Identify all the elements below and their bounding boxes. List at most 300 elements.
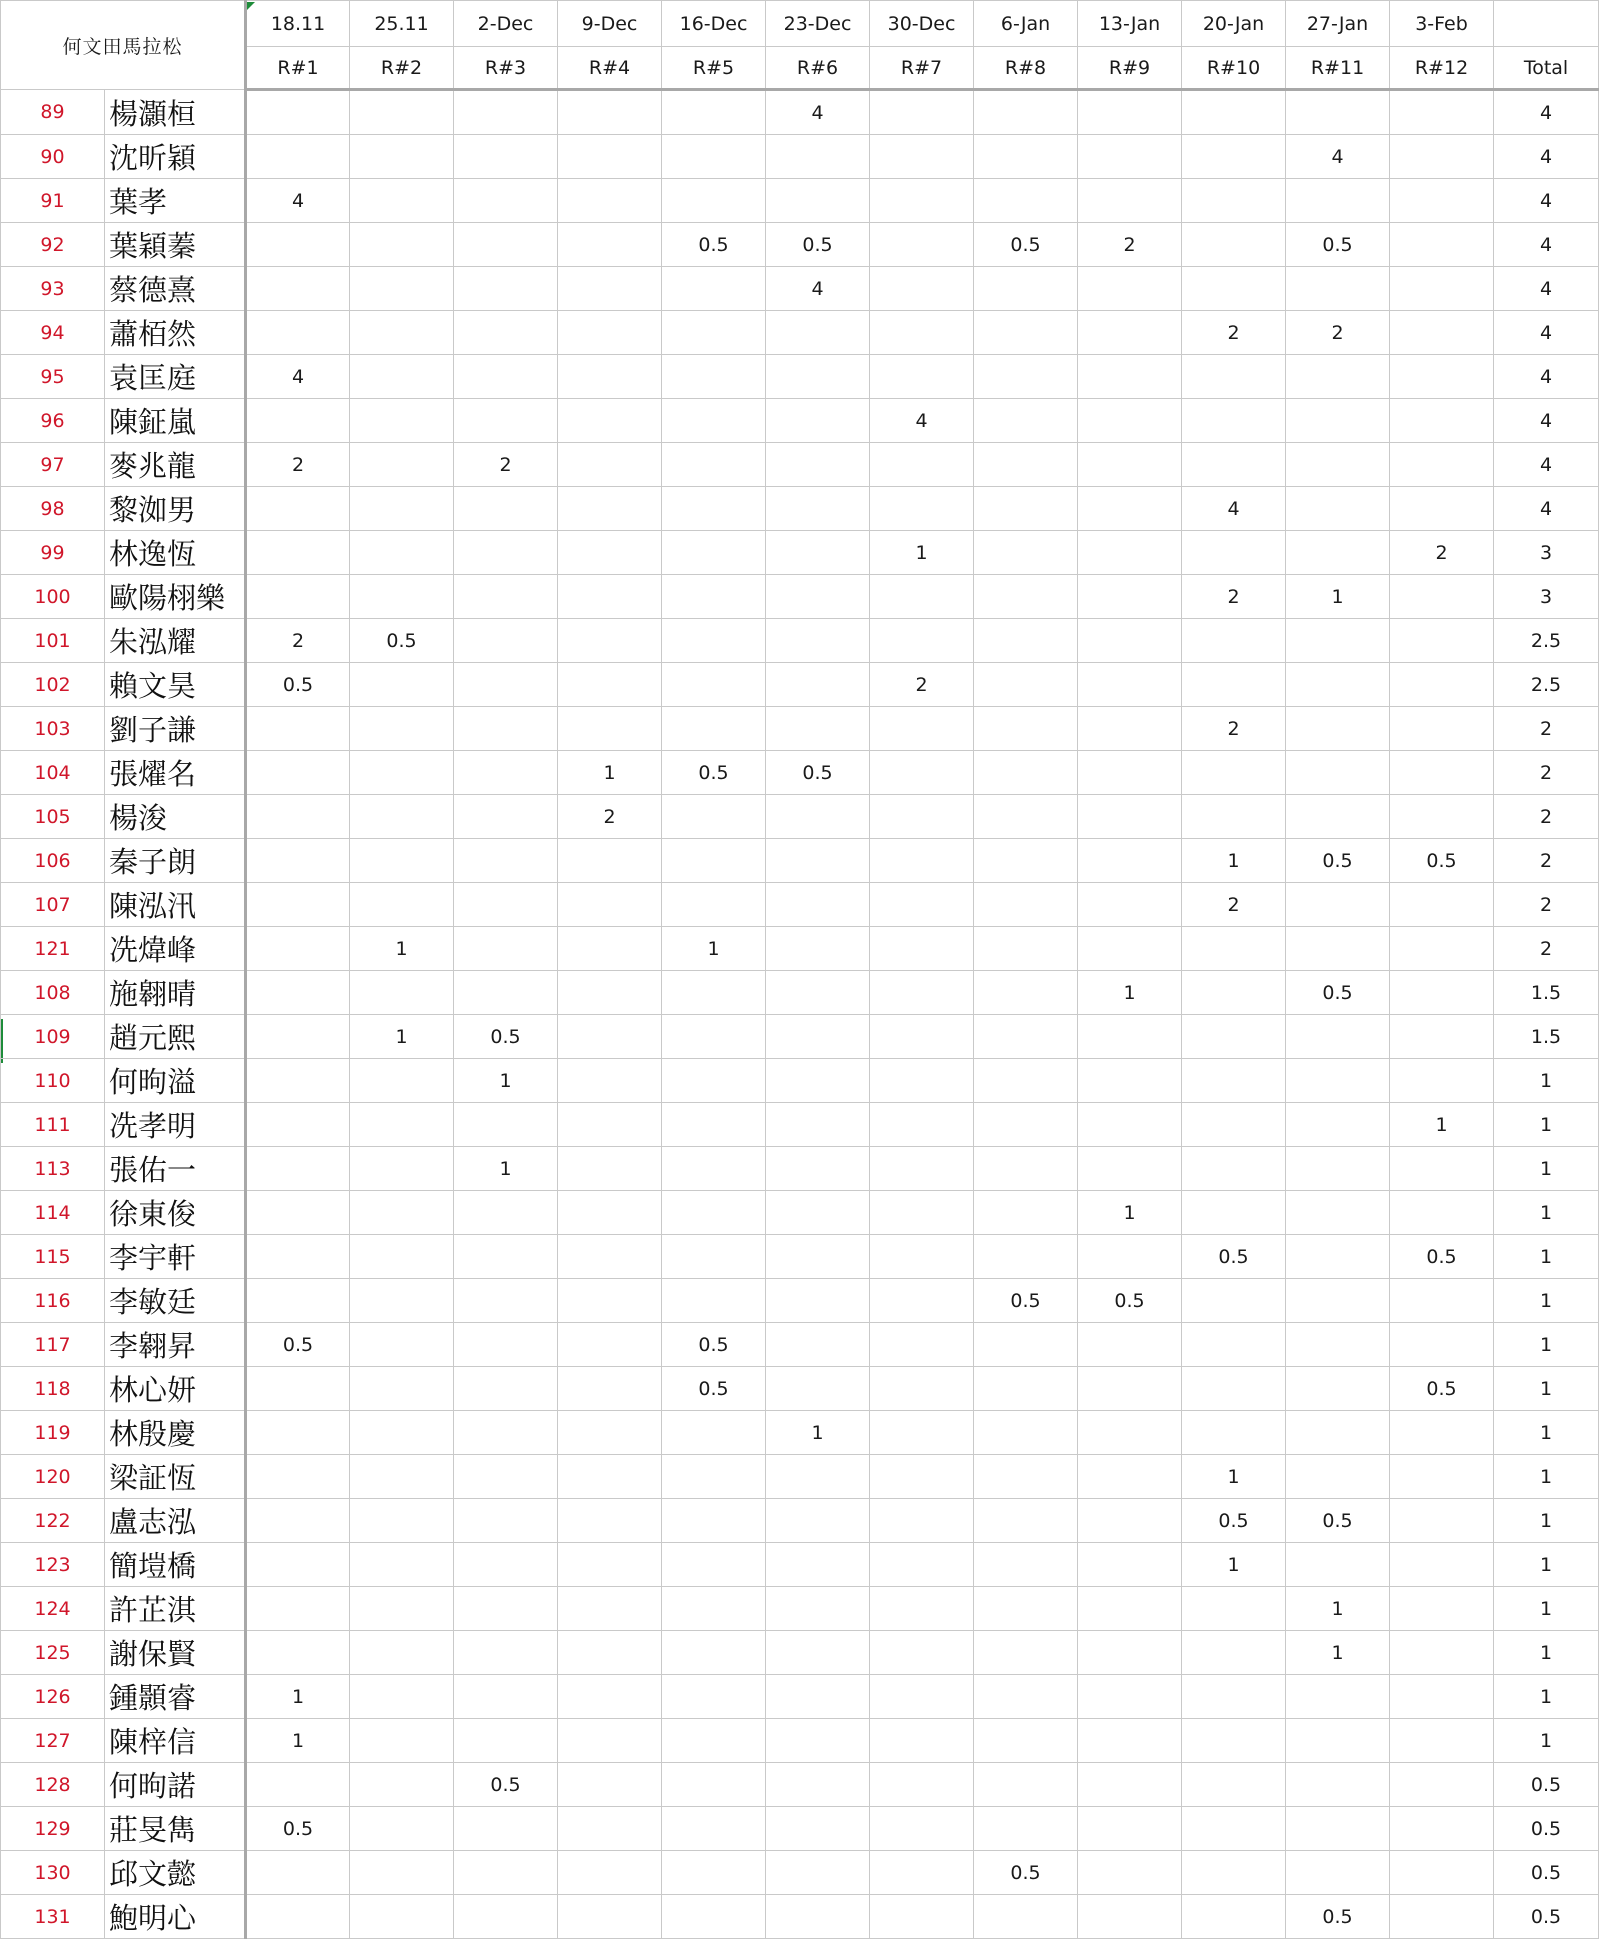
score-cell[interactable] <box>870 1191 974 1235</box>
score-cell[interactable] <box>1286 883 1390 927</box>
score-cell[interactable] <box>1286 355 1390 399</box>
name-cell[interactable]: 林逸恆 <box>105 531 246 575</box>
score-cell[interactable] <box>766 1279 870 1323</box>
score-cell[interactable] <box>246 1015 350 1059</box>
score-cell[interactable] <box>558 1411 662 1455</box>
rank-cell[interactable]: 94 <box>1 311 105 355</box>
score-cell[interactable] <box>1182 1191 1286 1235</box>
score-cell[interactable]: 0.5 <box>1390 1367 1494 1411</box>
score-cell[interactable] <box>662 1235 766 1279</box>
score-cell[interactable] <box>246 135 350 179</box>
score-cell[interactable] <box>1182 1675 1286 1719</box>
score-cell[interactable]: 4 <box>246 355 350 399</box>
score-cell[interactable] <box>662 619 766 663</box>
score-cell[interactable] <box>454 311 558 355</box>
score-cell[interactable] <box>974 443 1078 487</box>
score-cell[interactable] <box>766 663 870 707</box>
score-cell[interactable] <box>246 839 350 883</box>
score-cell[interactable] <box>558 1191 662 1235</box>
score-cell[interactable] <box>1078 487 1182 531</box>
name-cell[interactable]: 麥兆龍 <box>105 443 246 487</box>
name-cell[interactable]: 袁匡庭 <box>105 355 246 399</box>
score-cell[interactable] <box>558 487 662 531</box>
score-cell[interactable] <box>1390 355 1494 399</box>
total-cell[interactable]: 1 <box>1494 1719 1599 1763</box>
score-cell[interactable] <box>1286 267 1390 311</box>
score-cell[interactable]: 2 <box>246 619 350 663</box>
score-cell[interactable] <box>1078 751 1182 795</box>
name-cell[interactable]: 陳泓汛 <box>105 883 246 927</box>
score-cell[interactable] <box>974 267 1078 311</box>
score-cell[interactable] <box>974 179 1078 223</box>
score-cell[interactable] <box>1390 1411 1494 1455</box>
score-cell[interactable]: 1 <box>1286 575 1390 619</box>
score-cell[interactable] <box>1182 1763 1286 1807</box>
rank-cell[interactable]: 100 <box>1 575 105 619</box>
score-cell[interactable] <box>246 487 350 531</box>
score-cell[interactable] <box>350 1191 454 1235</box>
score-cell[interactable] <box>1078 179 1182 223</box>
score-cell[interactable] <box>454 1103 558 1147</box>
score-cell[interactable] <box>350 1455 454 1499</box>
score-cell[interactable] <box>870 839 974 883</box>
score-cell[interactable] <box>974 751 1078 795</box>
score-cell[interactable] <box>974 707 1078 751</box>
score-cell[interactable] <box>766 1147 870 1191</box>
score-cell[interactable] <box>1078 1631 1182 1675</box>
score-cell[interactable]: 0.5 <box>1182 1499 1286 1543</box>
score-cell[interactable] <box>974 1675 1078 1719</box>
score-cell[interactable] <box>558 179 662 223</box>
score-cell[interactable] <box>1182 1147 1286 1191</box>
score-cell[interactable] <box>1390 1851 1494 1895</box>
score-cell[interactable] <box>870 927 974 971</box>
total-cell[interactable]: 1 <box>1494 1455 1599 1499</box>
score-cell[interactable] <box>558 1235 662 1279</box>
score-cell[interactable] <box>1182 443 1286 487</box>
score-cell[interactable] <box>1182 135 1286 179</box>
rank-cell[interactable]: 123 <box>1 1543 105 1587</box>
score-cell[interactable] <box>558 135 662 179</box>
score-cell[interactable]: 2 <box>870 663 974 707</box>
name-cell[interactable]: 李宇軒 <box>105 1235 246 1279</box>
total-cell[interactable]: 1 <box>1494 1279 1599 1323</box>
score-cell[interactable] <box>1182 1103 1286 1147</box>
score-cell[interactable] <box>1182 1015 1286 1059</box>
score-cell[interactable] <box>454 575 558 619</box>
score-cell[interactable] <box>974 1631 1078 1675</box>
score-cell[interactable] <box>1286 1323 1390 1367</box>
score-cell[interactable] <box>350 1719 454 1763</box>
total-cell[interactable]: 1.5 <box>1494 1015 1599 1059</box>
score-cell[interactable] <box>1286 399 1390 443</box>
score-cell[interactable] <box>870 311 974 355</box>
score-cell[interactable] <box>870 1807 974 1851</box>
rank-cell[interactable]: 111 <box>1 1103 105 1147</box>
name-cell[interactable]: 徐東俊 <box>105 1191 246 1235</box>
header-date-12[interactable]: 3-Feb <box>1390 1 1494 47</box>
score-cell[interactable] <box>1286 619 1390 663</box>
score-cell[interactable] <box>454 1499 558 1543</box>
name-cell[interactable]: 葉孝 <box>105 179 246 223</box>
score-cell[interactable] <box>350 751 454 795</box>
score-cell[interactable] <box>350 1807 454 1851</box>
score-cell[interactable]: 2 <box>1286 311 1390 355</box>
score-cell[interactable] <box>1390 1587 1494 1631</box>
score-cell[interactable] <box>350 311 454 355</box>
score-cell[interactable] <box>1390 1631 1494 1675</box>
score-cell[interactable]: 0.5 <box>246 663 350 707</box>
score-cell[interactable] <box>558 90 662 135</box>
score-cell[interactable] <box>766 1675 870 1719</box>
score-cell[interactable] <box>454 1455 558 1499</box>
score-cell[interactable] <box>1078 619 1182 663</box>
score-cell[interactable]: 0.5 <box>1286 971 1390 1015</box>
score-cell[interactable] <box>766 135 870 179</box>
score-cell[interactable] <box>1286 1235 1390 1279</box>
score-cell[interactable] <box>870 1059 974 1103</box>
score-cell[interactable] <box>1182 355 1286 399</box>
score-cell[interactable] <box>766 1631 870 1675</box>
name-cell[interactable]: 李敏廷 <box>105 1279 246 1323</box>
score-cell[interactable]: 0.5 <box>1078 1279 1182 1323</box>
name-cell[interactable]: 盧志泓 <box>105 1499 246 1543</box>
score-cell[interactable] <box>350 1279 454 1323</box>
score-cell[interactable] <box>1390 223 1494 267</box>
score-cell[interactable] <box>1286 1763 1390 1807</box>
score-cell[interactable] <box>1286 663 1390 707</box>
score-cell[interactable] <box>350 179 454 223</box>
score-cell[interactable] <box>1078 883 1182 927</box>
score-cell[interactable] <box>974 355 1078 399</box>
score-cell[interactable] <box>766 971 870 1015</box>
name-cell[interactable]: 賴文昊 <box>105 663 246 707</box>
name-cell[interactable]: 簡塏橋 <box>105 1543 246 1587</box>
score-cell[interactable]: 1 <box>1182 839 1286 883</box>
rank-cell[interactable]: 102 <box>1 663 105 707</box>
score-cell[interactable] <box>246 90 350 135</box>
score-cell[interactable] <box>870 619 974 663</box>
score-cell[interactable] <box>766 1059 870 1103</box>
score-cell[interactable] <box>246 1851 350 1895</box>
score-cell[interactable] <box>558 883 662 927</box>
score-cell[interactable] <box>350 1543 454 1587</box>
header-round-12[interactable]: R#12 <box>1390 47 1494 90</box>
name-cell[interactable]: 冼煒峰 <box>105 927 246 971</box>
score-cell[interactable] <box>870 1015 974 1059</box>
score-cell[interactable]: 0.5 <box>1286 1499 1390 1543</box>
score-cell[interactable] <box>1390 1455 1494 1499</box>
score-cell[interactable] <box>1390 1059 1494 1103</box>
score-cell[interactable] <box>1182 663 1286 707</box>
score-cell[interactable] <box>454 1235 558 1279</box>
score-cell[interactable] <box>1390 1279 1494 1323</box>
score-cell[interactable] <box>1286 1059 1390 1103</box>
score-cell[interactable] <box>1078 927 1182 971</box>
score-cell[interactable] <box>1182 1059 1286 1103</box>
score-cell[interactable] <box>558 223 662 267</box>
score-cell[interactable]: 1 <box>1286 1631 1390 1675</box>
score-cell[interactable]: 1 <box>1182 1543 1286 1587</box>
score-cell[interactable] <box>662 1895 766 1939</box>
score-cell[interactable] <box>1390 575 1494 619</box>
name-cell[interactable]: 鍾顥睿 <box>105 1675 246 1719</box>
score-cell[interactable] <box>974 1719 1078 1763</box>
total-cell[interactable]: 0.5 <box>1494 1763 1599 1807</box>
score-cell[interactable] <box>454 1719 558 1763</box>
score-cell[interactable] <box>454 1587 558 1631</box>
score-cell[interactable] <box>1182 1411 1286 1455</box>
score-cell[interactable] <box>350 1631 454 1675</box>
header-round-4[interactable]: R#4 <box>558 47 662 90</box>
score-cell[interactable]: 0.5 <box>662 1323 766 1367</box>
score-cell[interactable] <box>246 1147 350 1191</box>
rank-cell[interactable]: 107 <box>1 883 105 927</box>
score-cell[interactable] <box>558 311 662 355</box>
total-cell[interactable]: 4 <box>1494 179 1599 223</box>
header-round-7[interactable]: R#7 <box>870 47 974 90</box>
score-cell[interactable] <box>974 575 1078 619</box>
name-cell[interactable]: 莊旻雋 <box>105 1807 246 1851</box>
score-cell[interactable] <box>766 575 870 619</box>
score-cell[interactable] <box>558 1895 662 1939</box>
score-cell[interactable] <box>766 1587 870 1631</box>
score-cell[interactable] <box>1078 1499 1182 1543</box>
score-cell[interactable] <box>766 619 870 663</box>
score-cell[interactable] <box>1182 1631 1286 1675</box>
score-cell[interactable] <box>350 1895 454 1939</box>
score-cell[interactable] <box>1390 751 1494 795</box>
total-cell[interactable]: 3 <box>1494 531 1599 575</box>
name-cell[interactable]: 劉子謙 <box>105 707 246 751</box>
score-cell[interactable] <box>558 575 662 619</box>
score-cell[interactable] <box>454 1411 558 1455</box>
score-cell[interactable] <box>1390 927 1494 971</box>
score-cell[interactable] <box>246 1895 350 1939</box>
score-cell[interactable] <box>1182 1367 1286 1411</box>
score-cell[interactable] <box>1182 1719 1286 1763</box>
score-cell[interactable] <box>1390 1895 1494 1939</box>
score-cell[interactable] <box>1286 1543 1390 1587</box>
score-cell[interactable] <box>558 1631 662 1675</box>
score-cell[interactable]: 4 <box>246 179 350 223</box>
score-cell[interactable] <box>1078 1807 1182 1851</box>
score-cell[interactable] <box>870 971 974 1015</box>
score-cell[interactable] <box>558 1279 662 1323</box>
score-cell[interactable] <box>1390 663 1494 707</box>
score-cell[interactable] <box>870 795 974 839</box>
score-cell[interactable] <box>350 663 454 707</box>
score-cell[interactable] <box>662 1015 766 1059</box>
score-cell[interactable] <box>1390 1499 1494 1543</box>
score-cell[interactable] <box>1182 1323 1286 1367</box>
score-cell[interactable] <box>1390 1807 1494 1851</box>
score-cell[interactable] <box>974 1895 1078 1939</box>
score-cell[interactable] <box>558 1719 662 1763</box>
score-cell[interactable]: 0.5 <box>1286 839 1390 883</box>
score-cell[interactable] <box>662 1675 766 1719</box>
score-cell[interactable] <box>1078 267 1182 311</box>
score-cell[interactable] <box>974 1411 1078 1455</box>
score-cell[interactable] <box>1078 575 1182 619</box>
score-cell[interactable]: 2 <box>246 443 350 487</box>
score-cell[interactable] <box>974 1235 1078 1279</box>
score-cell[interactable] <box>558 443 662 487</box>
score-cell[interactable] <box>766 1323 870 1367</box>
score-cell[interactable]: 2 <box>558 795 662 839</box>
score-cell[interactable] <box>350 971 454 1015</box>
score-cell[interactable] <box>246 1103 350 1147</box>
score-cell[interactable] <box>558 1763 662 1807</box>
rank-cell[interactable]: 98 <box>1 487 105 531</box>
score-cell[interactable] <box>246 1059 350 1103</box>
name-cell[interactable]: 鮑明心 <box>105 1895 246 1939</box>
rank-cell[interactable]: 131 <box>1 1895 105 1939</box>
rank-cell[interactable]: 99 <box>1 531 105 575</box>
score-cell[interactable] <box>558 1543 662 1587</box>
header-date-7[interactable]: 30-Dec <box>870 1 974 47</box>
rank-cell[interactable]: 89 <box>1 90 105 135</box>
header-date-10[interactable]: 20-Jan <box>1182 1 1286 47</box>
score-cell[interactable] <box>454 1543 558 1587</box>
score-cell[interactable] <box>454 399 558 443</box>
name-cell[interactable]: 梁証恆 <box>105 1455 246 1499</box>
rank-cell[interactable]: 119 <box>1 1411 105 1455</box>
score-cell[interactable]: 4 <box>766 267 870 311</box>
name-cell[interactable]: 黎洳男 <box>105 487 246 531</box>
score-cell[interactable] <box>662 1147 766 1191</box>
total-cell[interactable]: 4 <box>1494 399 1599 443</box>
score-cell[interactable] <box>1078 1059 1182 1103</box>
score-cell[interactable] <box>662 839 766 883</box>
header-date-9[interactable]: 13-Jan <box>1078 1 1182 47</box>
score-cell[interactable] <box>974 839 1078 883</box>
score-cell[interactable]: 1 <box>454 1059 558 1103</box>
score-cell[interactable] <box>350 90 454 135</box>
rank-cell[interactable]: 108 <box>1 971 105 1015</box>
score-cell[interactable] <box>662 1851 766 1895</box>
score-cell[interactable]: 0.5 <box>974 1851 1078 1895</box>
header-total[interactable]: Total <box>1494 47 1599 90</box>
score-cell[interactable] <box>766 1807 870 1851</box>
score-cell[interactable] <box>454 267 558 311</box>
sheet-title[interactable]: 何文田馬拉松 <box>1 1 246 90</box>
score-cell[interactable] <box>1078 707 1182 751</box>
score-cell[interactable] <box>766 1763 870 1807</box>
score-cell[interactable] <box>662 795 766 839</box>
score-cell[interactable] <box>246 795 350 839</box>
score-cell[interactable] <box>1078 1235 1182 1279</box>
score-cell[interactable] <box>454 619 558 663</box>
score-cell[interactable] <box>558 355 662 399</box>
score-cell[interactable]: 0.5 <box>454 1015 558 1059</box>
name-cell[interactable]: 楊灝桓 <box>105 90 246 135</box>
score-cell[interactable] <box>1390 883 1494 927</box>
total-cell[interactable]: 0.5 <box>1494 1807 1599 1851</box>
score-cell[interactable] <box>974 1367 1078 1411</box>
score-cell[interactable] <box>246 575 350 619</box>
score-cell[interactable]: 1 <box>558 751 662 795</box>
score-cell[interactable] <box>1286 1279 1390 1323</box>
score-cell[interactable] <box>350 355 454 399</box>
name-cell[interactable]: 謝保賢 <box>105 1631 246 1675</box>
score-cell[interactable] <box>1390 1763 1494 1807</box>
score-cell[interactable] <box>558 1675 662 1719</box>
rank-cell[interactable]: 97 <box>1 443 105 487</box>
total-cell[interactable]: 0.5 <box>1494 1851 1599 1895</box>
score-cell[interactable] <box>454 1279 558 1323</box>
score-cell[interactable] <box>766 1367 870 1411</box>
score-cell[interactable] <box>558 1147 662 1191</box>
score-cell[interactable] <box>1078 135 1182 179</box>
score-cell[interactable] <box>558 1015 662 1059</box>
score-cell[interactable] <box>350 1367 454 1411</box>
score-cell[interactable] <box>870 223 974 267</box>
score-cell[interactable] <box>1078 795 1182 839</box>
score-cell[interactable] <box>870 1763 974 1807</box>
score-cell[interactable] <box>974 531 1078 575</box>
score-cell[interactable] <box>1078 399 1182 443</box>
score-cell[interactable] <box>1078 1411 1182 1455</box>
name-cell[interactable]: 沈昕穎 <box>105 135 246 179</box>
score-cell[interactable] <box>870 1851 974 1895</box>
score-cell[interactable] <box>662 1411 766 1455</box>
score-cell[interactable] <box>974 487 1078 531</box>
score-cell[interactable] <box>454 531 558 575</box>
score-cell[interactable] <box>454 1851 558 1895</box>
score-cell[interactable] <box>974 1015 1078 1059</box>
score-cell[interactable] <box>246 1191 350 1235</box>
score-cell[interactable] <box>350 1675 454 1719</box>
header-date-6[interactable]: 23-Dec <box>766 1 870 47</box>
total-cell[interactable]: 1 <box>1494 1499 1599 1543</box>
score-cell[interactable] <box>1286 1675 1390 1719</box>
score-cell[interactable] <box>1286 1719 1390 1763</box>
score-cell[interactable] <box>1390 135 1494 179</box>
score-cell[interactable] <box>350 839 454 883</box>
score-cell[interactable] <box>246 1235 350 1279</box>
score-cell[interactable] <box>766 179 870 223</box>
score-cell[interactable] <box>766 795 870 839</box>
score-cell[interactable]: 0.5 <box>1390 839 1494 883</box>
score-cell[interactable] <box>1286 1147 1390 1191</box>
score-cell[interactable] <box>974 1455 1078 1499</box>
score-cell[interactable] <box>454 1895 558 1939</box>
total-cell[interactable]: 1 <box>1494 1323 1599 1367</box>
score-cell[interactable] <box>350 1763 454 1807</box>
total-cell[interactable]: 2 <box>1494 839 1599 883</box>
score-cell[interactable] <box>1182 399 1286 443</box>
score-cell[interactable] <box>350 443 454 487</box>
score-cell[interactable] <box>246 1763 350 1807</box>
score-cell[interactable] <box>974 1807 1078 1851</box>
score-cell[interactable]: 1 <box>1286 1587 1390 1631</box>
header-date-2[interactable]: 25.11 <box>350 1 454 47</box>
total-cell[interactable]: 1 <box>1494 1147 1599 1191</box>
score-cell[interactable] <box>1182 927 1286 971</box>
score-cell[interactable] <box>1286 1367 1390 1411</box>
score-cell[interactable]: 2 <box>1182 707 1286 751</box>
score-cell[interactable] <box>350 575 454 619</box>
score-cell[interactable] <box>870 1411 974 1455</box>
score-cell[interactable] <box>766 1015 870 1059</box>
score-cell[interactable] <box>662 707 766 751</box>
score-cell[interactable] <box>1286 751 1390 795</box>
score-cell[interactable] <box>1078 355 1182 399</box>
score-cell[interactable] <box>1078 1543 1182 1587</box>
score-cell[interactable]: 1 <box>662 927 766 971</box>
score-cell[interactable] <box>662 1543 766 1587</box>
